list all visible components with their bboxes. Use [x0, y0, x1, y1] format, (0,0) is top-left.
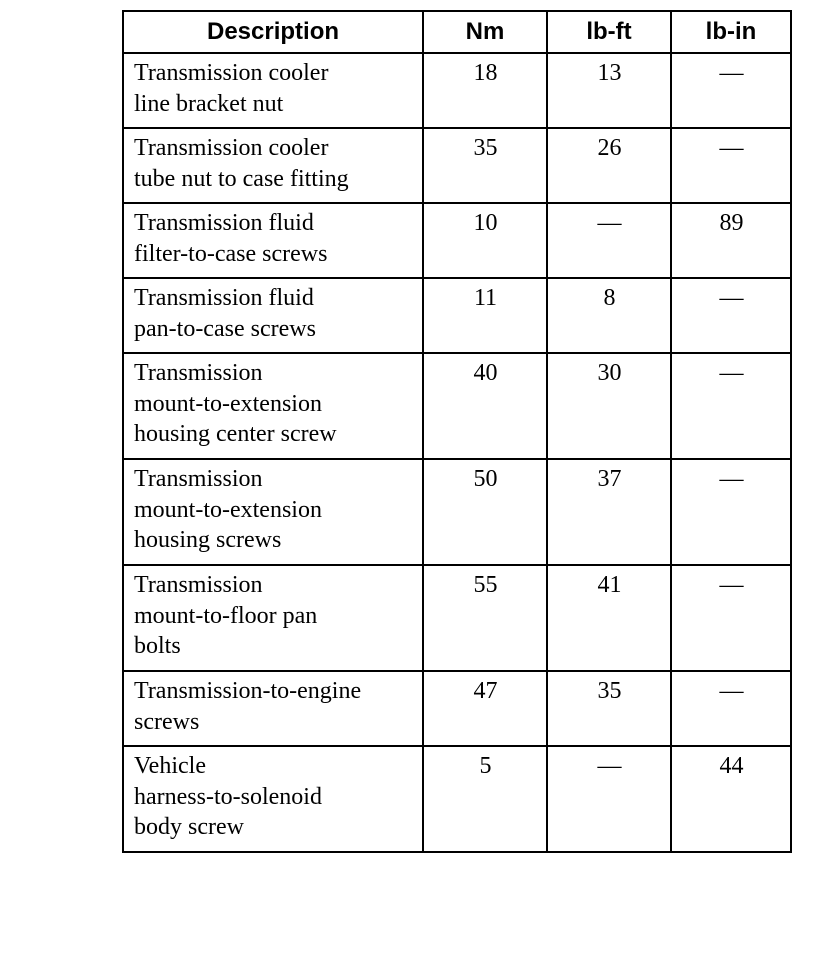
description-cell — [123, 746, 423, 852]
header-description: Description — [123, 11, 423, 53]
lb-in-cell: — — [671, 459, 791, 565]
description-cell — [123, 565, 423, 671]
description-line: screws — [134, 708, 200, 735]
description-line: Transmission fluid — [134, 210, 314, 236]
description-line: Transmission cooler — [134, 135, 329, 161]
description-line: line bracket nut — [134, 90, 284, 117]
table-body — [123, 53, 791, 852]
lb-ft-cell: 30 — [547, 353, 671, 459]
nm-cell: 40 — [423, 353, 547, 459]
header-lb-in: lb-in — [671, 11, 791, 53]
lb-ft-cell: — — [547, 746, 671, 852]
lb-ft-cell: — — [547, 203, 671, 278]
description-line: mount-to-floor pan — [134, 602, 318, 629]
header-lb-ft: lb-ft — [547, 11, 671, 53]
description-cell — [123, 353, 423, 459]
description-line: pan-to-case screws — [134, 315, 316, 342]
description-line: mount-to-extension — [134, 390, 322, 417]
table-row — [123, 353, 791, 459]
table-row — [123, 459, 791, 565]
table-row — [123, 671, 791, 746]
description-cell — [123, 459, 423, 565]
lb-in-cell: — — [671, 353, 791, 459]
lb-ft-cell: 35 — [547, 671, 671, 746]
lb-in-cell: — — [671, 128, 791, 203]
nm-cell: 11 — [423, 278, 547, 353]
lb-in-cell: 44 — [671, 746, 791, 852]
lb-ft-cell: 26 — [547, 128, 671, 203]
description-line: Transmission-to-engine — [134, 678, 362, 704]
description-cell — [123, 128, 423, 203]
header-nm: Nm — [423, 11, 547, 53]
table-row — [123, 278, 791, 353]
lb-in-cell: — — [671, 278, 791, 353]
nm-cell: 10 — [423, 203, 547, 278]
description-cell — [123, 203, 423, 278]
description-line: Transmission — [134, 466, 263, 492]
description-line: filter-to-case screws — [134, 240, 328, 267]
description-line: housing center screw — [134, 421, 337, 447]
nm-cell: 5 — [423, 746, 547, 852]
lb-ft-cell: 37 — [547, 459, 671, 565]
table-row — [123, 746, 791, 852]
description-line: Transmission — [134, 360, 263, 386]
table-row — [123, 128, 791, 203]
description-line: mount-to-extension — [134, 496, 322, 523]
lb-in-cell: — — [671, 565, 791, 671]
lb-ft-cell: 8 — [547, 278, 671, 353]
nm-cell: 47 — [423, 671, 547, 746]
description-line: tube nut to case fitting — [134, 165, 349, 192]
lb-in-cell: — — [671, 671, 791, 746]
table-row — [123, 565, 791, 671]
lb-in-cell: — — [671, 53, 791, 128]
header-row — [123, 11, 791, 53]
lb-ft-cell: 13 — [547, 53, 671, 128]
description-line: bolts — [134, 633, 181, 659]
description-cell — [123, 671, 423, 746]
description-line: body screw — [134, 814, 244, 840]
lb-ft-cell: 41 — [547, 565, 671, 671]
description-line: Transmission fluid — [134, 285, 314, 311]
description-line: Transmission cooler — [134, 60, 329, 86]
torque-spec-table — [122, 10, 792, 853]
description-line: Transmission — [134, 572, 263, 598]
lb-in-cell: 89 — [671, 203, 791, 278]
nm-cell: 50 — [423, 459, 547, 565]
description-line: Vehicle — [134, 753, 206, 779]
table-row — [123, 53, 791, 128]
description-line: housing screws — [134, 527, 282, 553]
description-cell — [123, 53, 423, 128]
nm-cell: 35 — [423, 128, 547, 203]
description-line: harness-to-solenoid — [134, 783, 322, 810]
table-row — [123, 203, 791, 278]
nm-cell: 18 — [423, 53, 547, 128]
nm-cell: 55 — [423, 565, 547, 671]
description-cell — [123, 278, 423, 353]
